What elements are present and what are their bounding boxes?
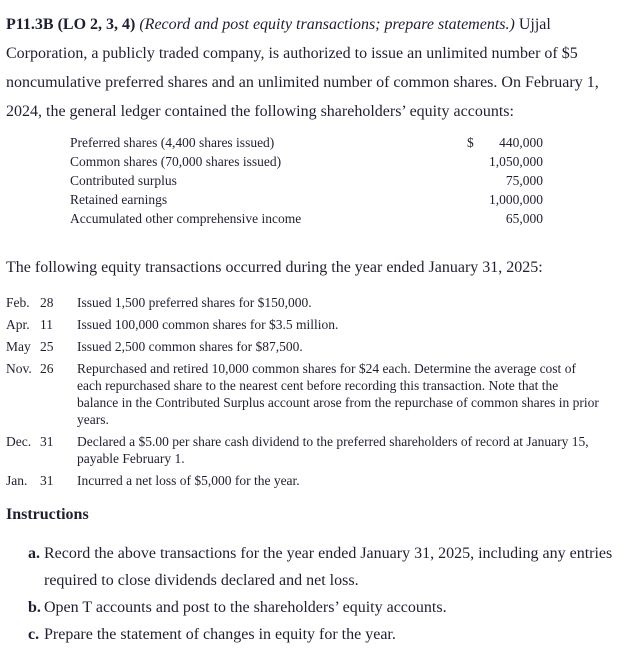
transaction-description: Issued 1,500 preferred shares for $150,000. [77,295,312,310]
transaction-description: Repurchased and retired 10,000 common shares for $24 each. Determine the average cost of each repurchased share to the nearest cent before recording this transaction. Note that the balance in the Contributed Surplus account arose from the repurchase of common shares in prior years. [77,361,599,427]
instruction-letter: b. [28,599,41,616]
transaction-description: Incurred a net loss of $5,000 for the year. [77,473,300,488]
transaction-day: 26 [40,361,54,376]
transaction-row [6,433,614,467]
equity-accounts-table [70,133,543,228]
account-amount: 440,000 [499,135,543,150]
table-row [70,190,543,209]
currency-symbol [467,152,483,171]
transaction-day: 28 [40,295,54,310]
transaction-day: 31 [40,434,54,449]
account-amount: 1,050,000 [489,154,543,169]
currency-symbol [467,209,483,228]
instruction-letter: c. [28,626,40,643]
transaction-month: May [6,339,31,354]
table-row [70,209,543,228]
account-label: Common shares (70,000 shares issued) [70,154,282,169]
table-row [70,152,543,171]
currency-symbol [467,171,483,190]
table-row [70,133,543,152]
instruction-letter: a. [28,545,40,562]
transaction-month: Nov. [6,361,32,376]
transaction-month: Dec. [6,434,32,449]
instruction-item [6,540,614,594]
instruction-text: Record the above transactions for the year ended January 31, 2025, including any entries required to close dividends declared and net loss. [44,545,613,589]
instruction-text: Prepare the statement of changes in equity for the year. [44,626,396,643]
account-label: Preferred shares (4,400 shares issued) [70,135,275,150]
transactions-intro: The following equity transactions occurred during the year ended January 31, 2025: [6,259,543,276]
currency-symbol [467,190,483,209]
account-label: Retained earnings [70,192,168,207]
problem-id: P11.3B (LO 2, 3, 4) [6,16,136,33]
instruction-item [6,594,614,621]
table-row [70,171,543,190]
transaction-day: 31 [40,473,54,488]
transaction-row [6,338,614,355]
instructions-list [6,540,614,648]
account-label: Contributed surplus [70,173,177,188]
account-label: Accumulated other comprehensive income [70,211,302,226]
transaction-day: 11 [40,317,53,332]
transaction-month: Feb. [6,295,30,310]
instruction-text: Open T accounts and post to the shareholders’ equity accounts. [44,599,447,616]
transactions-list [6,294,614,489]
problem-intro-text: Ujjal Corporation, a publicly traded company, is authorized to issue an unlimited number of $5 noncumulative preferred shares and an unlimited number of common shares. On February 1, 2024, the general ledger contained the following shareholders’ equity accounts: [6,16,599,120]
problem-subtitle: (Record and post equity transactions; prepare statements.) [139,16,515,33]
account-amount: 75,000 [505,173,543,188]
problem-statement [6,10,614,126]
transaction-day: 25 [40,339,54,354]
account-amount: 65,000 [505,211,543,226]
account-amount: 1,000,000 [489,192,543,207]
transaction-description: Issued 100,000 common shares for $3.5 million. [77,317,339,332]
transaction-row [6,472,614,489]
transaction-row [6,360,614,428]
currency-symbol: $ [467,135,474,150]
instructions-heading: Instructions [6,506,89,523]
transaction-description: Declared a $5.00 per share cash dividend to the preferred shareholders of record at January 15, payable February 1. [77,434,589,466]
instruction-item [6,621,614,648]
transaction-description: Issued 2,500 common shares for $87,500. [77,339,303,354]
transaction-month: Apr. [6,317,30,332]
transaction-row [6,294,614,311]
transaction-month: Jan. [6,473,28,488]
transaction-row [6,316,614,333]
